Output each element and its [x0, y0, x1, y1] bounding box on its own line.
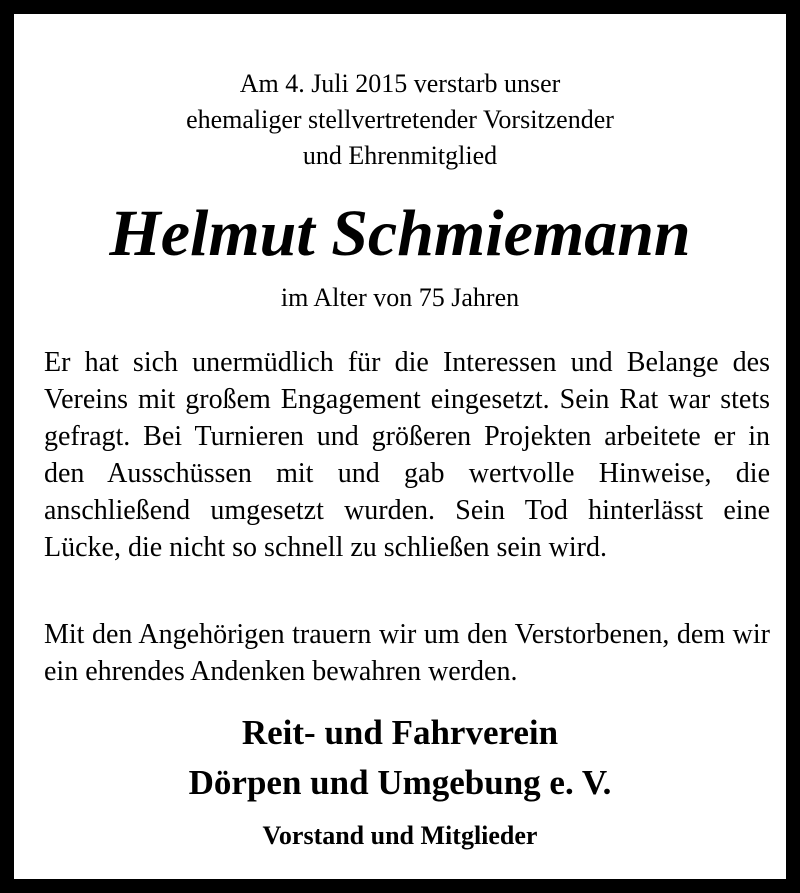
organization-name	[14, 708, 786, 808]
intro-line-1: Am 4. Juli 2015 verstarb unser	[239, 69, 561, 98]
signature: Vorstand und Mitglieder	[262, 821, 538, 850]
intro-text	[14, 66, 786, 174]
tribute-paragraph: Er hat sich unermüdlich für die Interessen und Belange des Vereins mit großem Engagement eingesetzt. Sein Rat war stets gefragt. Bei Turnieren und größeren Projekten arbeitete er in den Ausschüssen mit und gab wertvolle Hinweise, die anschließend umgesetzt wurden. Sein Tod hinterlässt eine Lücke, die nicht so schnell zu schließen sein wird.	[44, 347, 770, 563]
age-line: im Alter von 75 Jahren	[280, 283, 520, 312]
deceased-name: Helmut Schmiemann	[109, 197, 691, 270]
organization-line-1: Reit- und Fahrverein	[241, 713, 559, 752]
organization-line-2: Dörpen und Umgebung e. V.	[188, 763, 612, 802]
mourning-paragraph: Mit den Angehörigen trauern wir um den Verstorbenen, dem wir ein ehrendes Andenken bewahren werden.	[44, 619, 770, 687]
intro-line-2: ehemaliger stellvertretender Vorsitzender	[186, 105, 614, 134]
intro-line-3: und Ehrenmitglied	[302, 141, 498, 170]
